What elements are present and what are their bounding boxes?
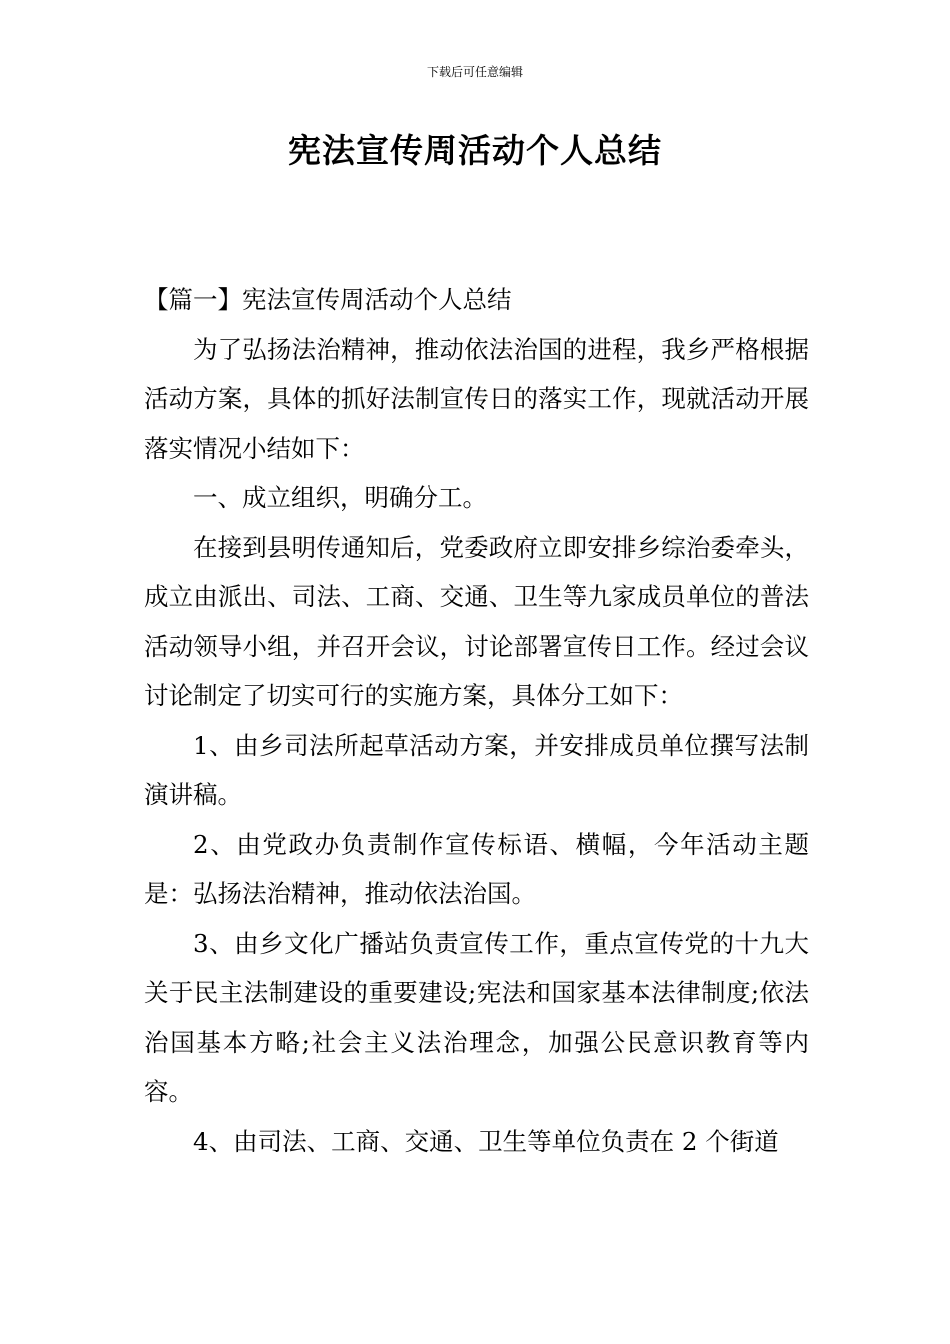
list-item: 1、由乡司法所起草活动方案，并安排成员单位撰写法制演讲稿。 <box>144 730 809 809</box>
page-header-note: 下载后可任意编辑 <box>426 65 523 79</box>
document-body <box>144 275 809 1166</box>
list-item: 3、由乡文化广播站负责宣传工作，重点宣传党的十九大关于民主法制建设的重要建设;宪法和国家基本法律制度;依法治国基本方略;社会主义法治理念，加强公民意识教育等内容。 <box>144 928 809 1106</box>
list-item: 2、由党政办负责制作宣传标语、横幅，今年活动主题是：弘扬法治精神，推动依法治国。 <box>144 829 809 908</box>
list-item: 4、由司法、工商、交通、卫生等单位负责在 2 个街道 <box>193 1126 779 1156</box>
subsection-heading: 一、成立组织，明确分工。 <box>193 483 487 512</box>
body-paragraph: 在接到县明传通知后，党委政府立即安排乡综治委牵头，成立由派出、司法、工商、交通、卫生等九家成员单位的普法活动领导小组，并召开会议，讨论部署宣传日工作。经过会议讨论制定了切实可行的实施方案，具体分工如下： <box>144 532 809 710</box>
document-title: 宪法宣传周活动个人总结 <box>288 131 662 170</box>
intro-paragraph: 为了弘扬法治精神，推动依法治国的进程，我乡严格根据活动方案，具体的抓好法制宣传日的落实工作，现就活动开展落实情况小结如下： <box>144 334 809 463</box>
section-heading: 【篇一】宪法宣传周活动个人总结 <box>144 285 512 314</box>
